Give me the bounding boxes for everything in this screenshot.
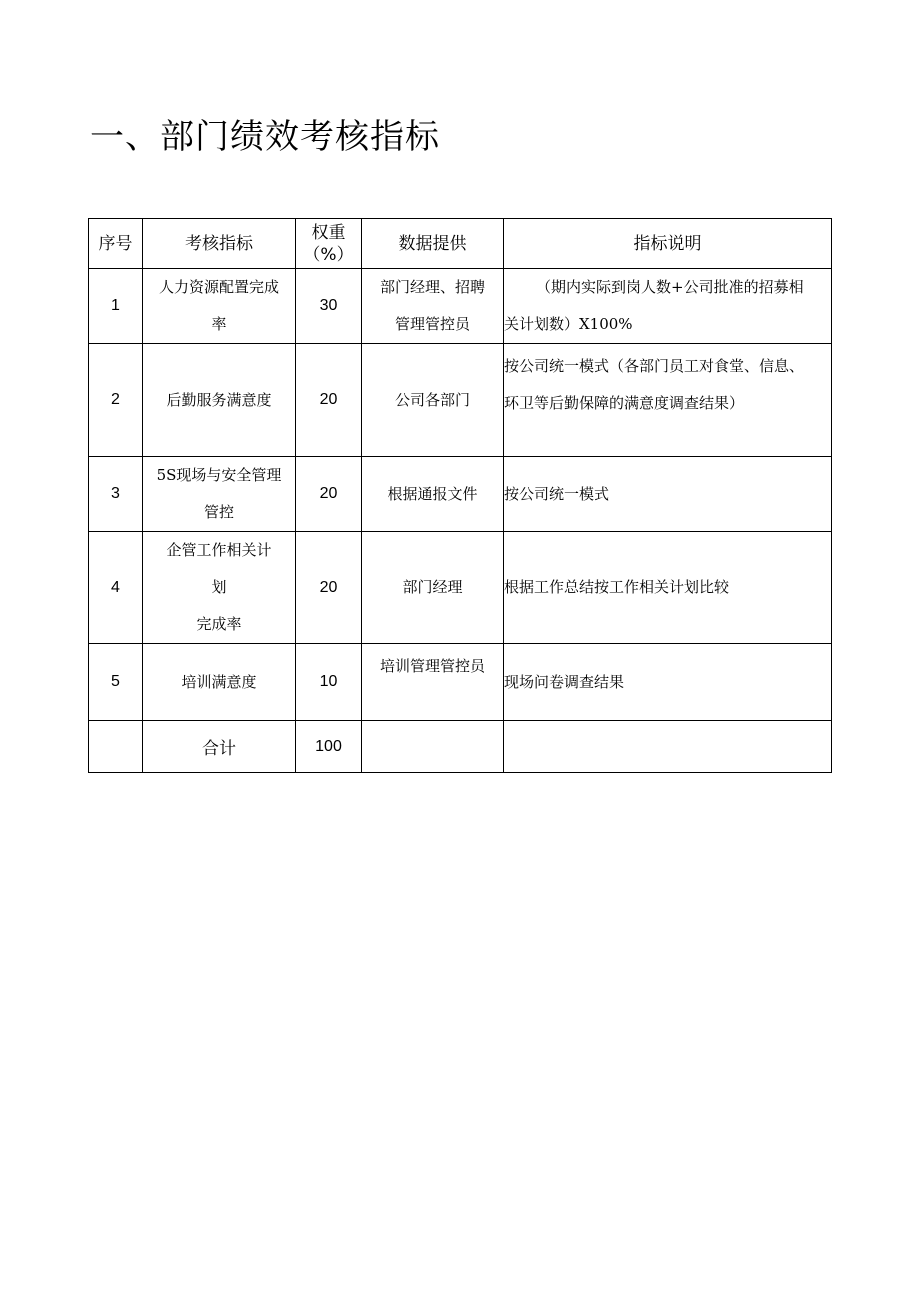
header-data-source: 数据提供: [362, 219, 504, 269]
row-data-source: [362, 644, 504, 721]
row-seq: 3: [89, 457, 143, 532]
row-indicator: [143, 344, 296, 457]
header-weight-line1: 权重: [311, 222, 346, 243]
total-weight: 100: [296, 721, 362, 773]
header-indicator: 考核指标: [143, 219, 296, 269]
table-header-row: [89, 219, 832, 269]
row-weight: 10: [296, 644, 362, 721]
row-data-source: [362, 344, 504, 457]
row-desc-line: 按公司统一模式: [504, 484, 610, 503]
row-data-source: [362, 532, 504, 644]
table-total-row: [89, 721, 832, 773]
header-weight: [296, 219, 362, 269]
row-desc-line: 现场问卷调查结果: [504, 672, 625, 691]
table-row: [89, 344, 832, 457]
header-weight-line2: （%）: [303, 244, 354, 265]
total-seq-empty: [89, 721, 143, 773]
row-source-line: 部门经理: [402, 578, 463, 596]
kpi-table: [88, 218, 832, 773]
row-indicator-line: 培训满意度: [181, 672, 257, 691]
page-title: 一、部门绩效考核指标: [90, 117, 440, 157]
row-indicator-line: 5S现场与安全管理: [156, 466, 282, 484]
row-indicator: [143, 644, 296, 721]
row-desc-line: 关计划数）X100%: [504, 315, 633, 333]
row-desc-line: 环卫等后勤保障的满意度调查结果）: [504, 394, 745, 412]
row-desc-line: 按公司统一模式（各部门员工对食堂、信息、: [504, 357, 805, 375]
row-indicator: [143, 457, 296, 532]
row-weight: 20: [296, 532, 362, 644]
row-indicator: [143, 532, 296, 644]
row-source-line: 培训管理管控员: [379, 657, 485, 675]
row-seq: 4: [89, 532, 143, 644]
row-data-source: [362, 269, 504, 344]
row-description: [504, 269, 832, 344]
row-indicator: [143, 269, 296, 344]
row-seq: 2: [89, 344, 143, 457]
row-description: [504, 457, 832, 532]
table-row: [89, 644, 832, 721]
row-description: [504, 532, 832, 644]
total-description-empty: [504, 721, 832, 773]
row-desc-line: 根据工作总结按工作相关计划比较: [504, 578, 730, 596]
header-description: 指标说明: [504, 219, 832, 269]
row-indicator-line: 管控: [203, 503, 234, 521]
table-row: [89, 269, 832, 344]
row-weight: 20: [296, 344, 362, 457]
row-seq: 5: [89, 644, 143, 721]
row-source-line: 根据通报文件: [387, 484, 478, 503]
row-weight: 20: [296, 457, 362, 532]
table-row: [89, 457, 832, 532]
row-description: [504, 344, 832, 457]
row-source-line: 管理管控员: [394, 315, 470, 333]
row-indicator-line: 企管工作相关计: [166, 541, 272, 559]
row-source-line: 部门经理、招聘: [379, 278, 485, 296]
total-source-empty: [362, 721, 504, 773]
row-desc-line: （期内实际到岗人数+公司批准的招募相: [536, 278, 804, 296]
row-data-source: [362, 457, 504, 532]
header-seq: 序号: [89, 219, 143, 269]
table-row: [89, 532, 832, 644]
row-description: [504, 644, 832, 721]
row-indicator-line: 完成率: [196, 615, 242, 633]
row-indicator-line: 率: [211, 315, 227, 333]
row-indicator-line: 后勤服务满意度: [166, 390, 272, 409]
row-seq: 1: [89, 269, 143, 344]
row-indicator-line: 人力资源配置完成: [158, 278, 279, 296]
row-weight: 30: [296, 269, 362, 344]
total-label: 合计: [143, 721, 296, 773]
row-source-line: 公司各部门: [394, 390, 470, 409]
row-indicator-line: 划: [211, 578, 227, 596]
